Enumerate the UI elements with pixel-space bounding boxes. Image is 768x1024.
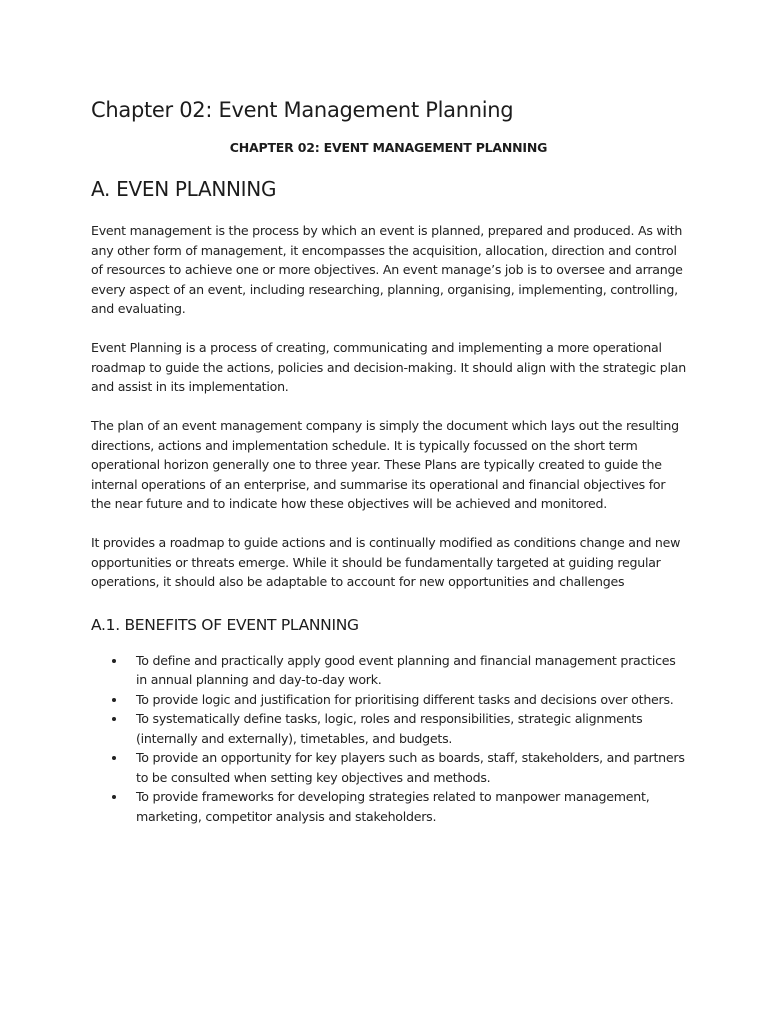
list-item-text: To provide frameworks for developing strategies related to manpower management, marketing, competitor analysis and stakeholders. [136,789,650,824]
list-item [91,690,686,710]
bullet-icon [112,659,116,663]
bullet-icon [112,756,116,760]
subsection-heading-benefits: A.1. BENEFITS OF EVENT PLANNING [91,615,359,634]
paragraph: The plan of an event management company is simply the document which lays out the resulting directions, actions and implementation schedule. It is typically focussed on the short term operational horizon generally one to three year. These Plans are typically created to guide the internal operations of an enterprise, and summarise its operational and financial objectives for the near future and to indicate how these objectives will be achieved and monitored. [91,418,679,511]
list-item-text: To define and practically apply good event planning and financial management practices in annual planning and day-to-day work. [136,652,676,687]
list-item-text: To provide logic and justification for prioritising different tasks and decisions over others. [136,691,674,707]
benefits-list [91,651,686,827]
paragraph: Event Planning is a process of creating, communicating and implementing a more operational roadmap to guide the actions, policies and decision-making. It should align with the strategic plan and assist in its implementation. [91,340,686,394]
document-content [91,92,686,826]
paragraph: It provides a roadmap to guide actions and is continually modified as conditions change and new opportunities or threats emerge. While it should be fundamentally targeted at guiding regular operations, it should also be adaptable to account for new opportunities and challenges [91,535,681,589]
bullet-icon [112,698,116,702]
list-item [91,787,686,826]
list-item [91,748,686,787]
bullet-icon [112,717,116,721]
paragraph: Event management is the process by which an event is planned, prepared and produced. As with any other form of management, it encompasses the acquisition, allocation, direction and control of resources to achieve one or more objectives. An event manage’s job is to oversee and arrange every aspect of an event, including researching, planning, organising, implementing, controlling, and evaluating. [91,223,683,316]
section-heading-even-planning: A. EVEN PLANNING [91,177,277,201]
chapter-subtitle: CHAPTER 02: EVENT MANAGEMENT PLANNING [229,140,548,155]
list-item-text: To systematically define tasks, logic, roles and responsibilities, strategic alignments (internally and externally), timetables, and budgets. [136,711,643,746]
list-item [91,651,686,690]
list-item [91,709,686,748]
document-title: Chapter 02: Event Management Planning [91,98,514,122]
bullet-icon [112,795,116,799]
list-item-text: To provide an opportunity for key players such as boards, staff, stakeholders, and partners to be consulted when setting key objectives and methods. [136,750,685,785]
